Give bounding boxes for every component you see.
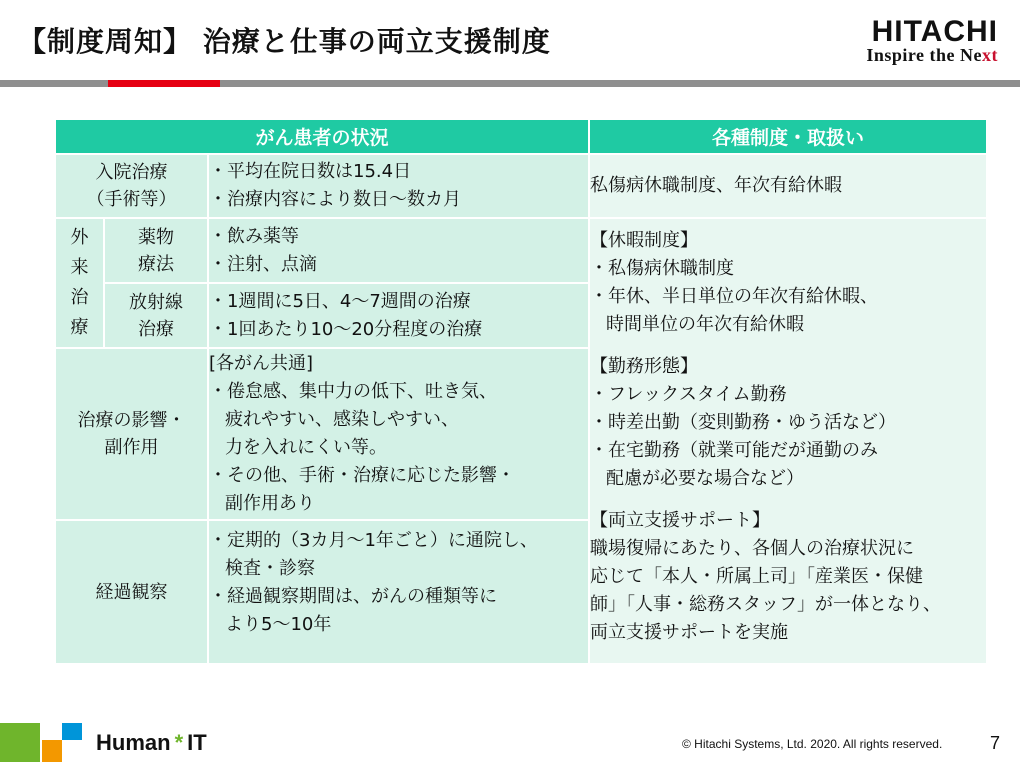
right-line: 時間単位の年次有給休暇: [606, 314, 805, 335]
label-drug-therapy: [104, 218, 208, 283]
label-line: 放射線: [129, 291, 183, 313]
section-title: 【休暇制度】: [590, 230, 699, 251]
desc-line: ・平均在院日数は15.4日: [209, 161, 412, 182]
header-systems: 各種制度・取扱い: [589, 119, 987, 154]
brand-text: Human: [96, 730, 171, 755]
logo-wordmark: HITACHI: [871, 15, 998, 48]
label-line: 治療の影響・: [77, 410, 186, 431]
desc-line: ・注射、点滴: [209, 253, 317, 275]
desc-line: ・飲み薬等: [209, 225, 299, 247]
vert-char: 来: [70, 257, 89, 278]
asterisk-icon: *: [174, 730, 184, 755]
vert-char: 療: [70, 317, 89, 338]
vert-char: 外: [70, 227, 89, 248]
right-line: 職場復帰にあたり、各個人の治療状況に: [590, 538, 915, 559]
brand-square-green: [0, 723, 40, 762]
desc-radiation-therapy: [208, 283, 589, 348]
logo-tagline-accent: xt: [982, 45, 998, 65]
right-line: ・私傷病休職制度: [590, 258, 735, 279]
header-cancer-status: がん患者の状況: [55, 119, 589, 154]
desc-line: ・経過観察期間は、がんの種類等に: [209, 586, 497, 607]
right-line: ・時差出勤（変則勤務・ゆう活など）: [590, 412, 897, 433]
spacer: [590, 339, 986, 353]
desc-effects: [208, 348, 589, 520]
human-it-logo: [96, 730, 207, 756]
desc-line: [各がん共通]: [209, 353, 314, 374]
desc-drug-therapy: [208, 218, 589, 283]
right-line: 師」「人事・総務スタッフ」が一体となり、: [590, 594, 942, 615]
label-line: 入院治療: [95, 162, 168, 183]
right-line: 両立支援サポートを実施: [590, 622, 789, 643]
right-line: ・年休、半日単位の年次有給休暇、: [590, 286, 879, 307]
desc-inpatient: [208, 154, 589, 218]
section-title: 【両立支援サポート】: [590, 510, 771, 531]
label-line: 副作用: [104, 437, 159, 458]
spacer: [590, 493, 986, 507]
desc-line: 力を入れにくい等。: [225, 437, 387, 458]
support-table: [54, 118, 988, 665]
label-effects: [55, 348, 208, 520]
right-line: ・在宅勤務（就業可能だが通勤のみ: [590, 440, 879, 461]
page-title: 【制度周知】 治療と仕事の両立支援制度: [18, 25, 551, 58]
header-divider-accent: [108, 80, 220, 87]
label-line: 療法: [138, 253, 174, 275]
label-line: （手術等）: [86, 189, 177, 210]
desc-line: より5～10年: [225, 614, 332, 635]
desc-line: ・その他、手術・治療に応じた影響・: [209, 465, 515, 486]
vert-char: 治: [70, 287, 89, 308]
label-line: 薬物: [138, 226, 174, 248]
section-title: 【勤務形態】: [590, 356, 699, 377]
copyright: © Hitachi Systems, Ltd. 2020. All rights reserved.: [682, 737, 943, 751]
page-number: 7: [990, 733, 1001, 753]
desc-line: ・治療内容により数日～数カ月: [209, 189, 461, 210]
label-observation: [55, 520, 208, 664]
desc-line: 疲れやすい、感染しやすい、: [225, 409, 459, 430]
desc-line: 副作用あり: [225, 493, 315, 514]
label-line: 経過観察: [95, 581, 168, 603]
right-inpatient: [589, 154, 987, 218]
right-line: 応じて「本人・所属上司」「産業医・保健: [590, 566, 924, 587]
right-line: 配慮が必要な場合など）: [606, 468, 805, 489]
desc-line: ・倦怠感、集中力の低下、吐き気、: [209, 381, 497, 402]
hitachi-logo: [866, 16, 998, 64]
label-outpatient: [55, 218, 104, 348]
brand-square-blue: [62, 723, 82, 740]
right-line: ・フレックスタイム勤務: [590, 384, 787, 405]
label-line: 治療: [138, 318, 174, 340]
desc-line: ・1週間に5日、4～7週間の治療: [209, 290, 471, 312]
brand-square-orange: [42, 740, 62, 762]
brand-text: IT: [187, 730, 207, 755]
desc-line: ・定期的（3カ月～1年ごと）に通院し、: [209, 530, 538, 551]
desc-line: ・1回あたり10～20分程度の治療: [209, 318, 483, 340]
desc-line: 検査・診察: [225, 558, 315, 579]
logo-tagline-part: Inspire the Ne: [866, 45, 982, 65]
label-radiation-therapy: [104, 283, 208, 348]
right-systems: [589, 218, 987, 664]
logo-tagline: [866, 46, 998, 64]
label-inpatient: [55, 154, 208, 218]
right-line: 私傷病休職制度、年次有給休暇: [590, 175, 843, 196]
desc-observation: [208, 520, 589, 664]
